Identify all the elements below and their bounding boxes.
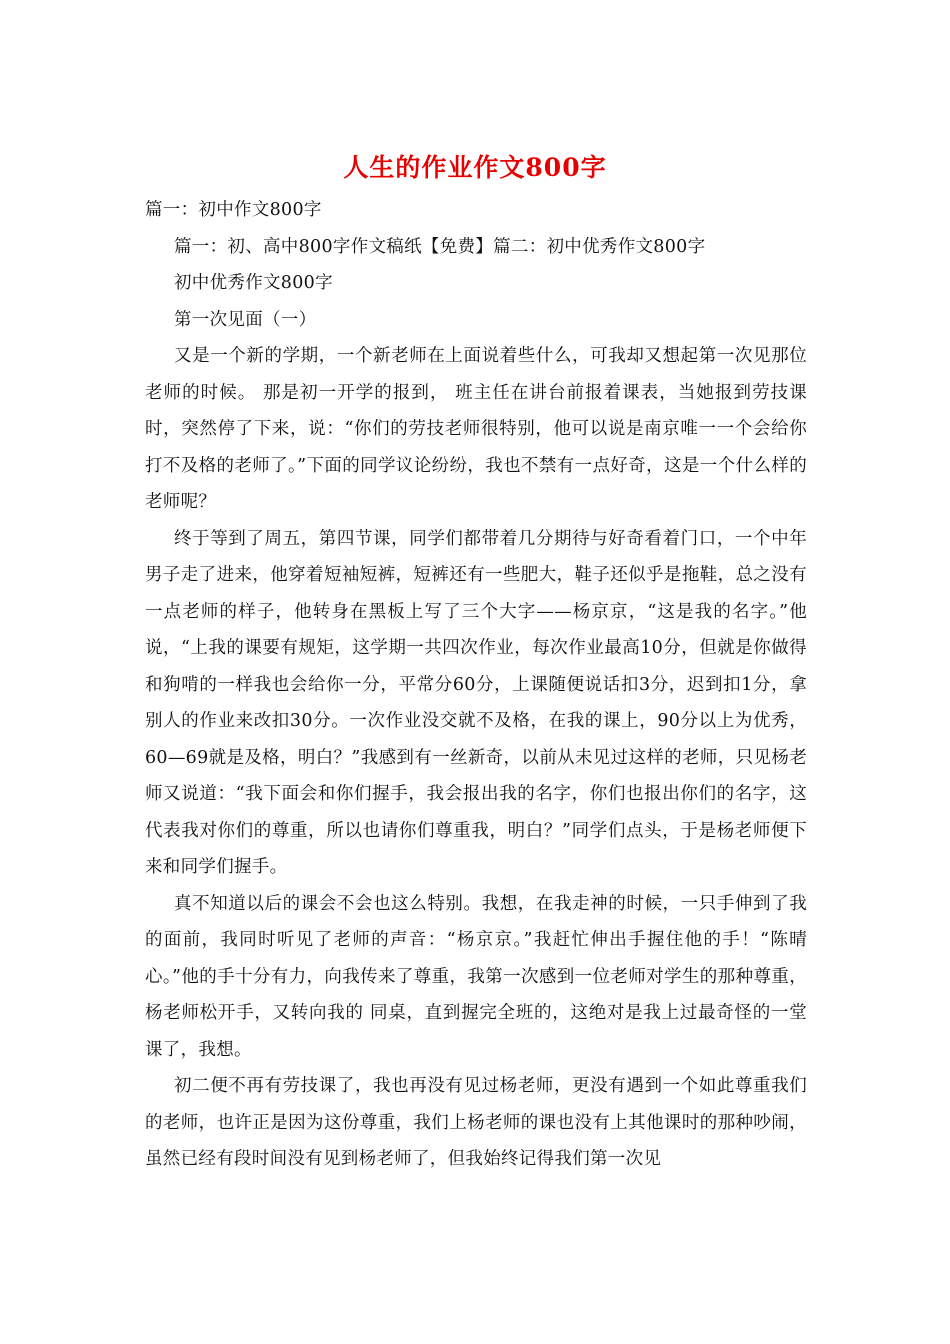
- document-title: 人生的作业作文800字: [343, 153, 607, 182]
- paragraph-3: 初中优秀作文800字: [174, 273, 333, 293]
- paragraph-8: 初二便不再有劳技课了，我也再没有见过杨老师，更没有遇到一个如此尊重我们的老师，也许正是因为这份尊重，我们上杨老师的课也没有上其他课时的那种吵闹，虽然已经有段时间没有见到杨老师了，但我始终记得我们第一次见: [145, 1076, 807, 1169]
- paragraph-2: 篇一：初、高中800字作文稿纸【免费】篇二：初中优秀作文800字: [174, 236, 706, 257]
- paragraph-7: 真不知道以后的课会不会也这么特别。我想，在我走神的时候，一只手伸到了我的面前，我同时听见了老师的声音：“杨京京。”我赶忙伸出手握住他的手！“陈晴心。”他的手十分有力，向我传来了尊重，我第一次感到一位老师对学生的那种尊重，杨老师松开手，又转向我的 同桌，直到握完全班的，这绝对是我上过最奇怪的一堂课了，我想。: [145, 893, 807, 1060]
- paragraph-1: 篇一：初中作文800字: [145, 200, 322, 220]
- paragraph-4: 第一次见面（一）: [174, 309, 317, 330]
- paragraph-5: 又是一个新的学期，一个新老师在上面说着些什么，可我却又想起第一次见那位老师的时候。 那是初一开学的报到， 班主任在讲台前报着课表，当她报到劳技课时，突然停了下来，说：“你们的劳技老师很特别，他可以说是南京唯一一个会给你打不及格的老师了。”下面的同学议论纷纷，我也不禁有一点好奇，这是一个什么样的老师呢？: [145, 346, 807, 512]
- document-body: [145, 192, 807, 1178]
- paragraph-6: 终于等到了周五，第四节课，同学们都带着几分期待与好奇看着门口，一个中年男子走了进来，他穿着短袖短裤，短裤还有一些肥大，鞋子还似乎是拖鞋，总之没有一点老师的样子，他转身在黑板上写了三个大字——杨京京，“这是我的名字。”他说，“上我的课要有规矩，这学期一共四次作业，每次作业最高10分，但就是你做得和狗啃的一样我也会给你一分，平常分60分，上课随便说话扣3分，迟到扣1分，拿别人的作业来改扣30分。一次作业没交就不及格，在我的课上，90分以上为优秀，60—69就是及格，明白？”我感到有一丝新奇，以前从未见过这样的老师，只见杨老师又说道：“我下面会和你们握手，我会报出我的名字，你们也报出你们的名字，这代表我对你们的尊重，所以也请你们尊重我，明白？”同学们点头，于是杨老师便下来和同学们握手。: [145, 528, 807, 877]
